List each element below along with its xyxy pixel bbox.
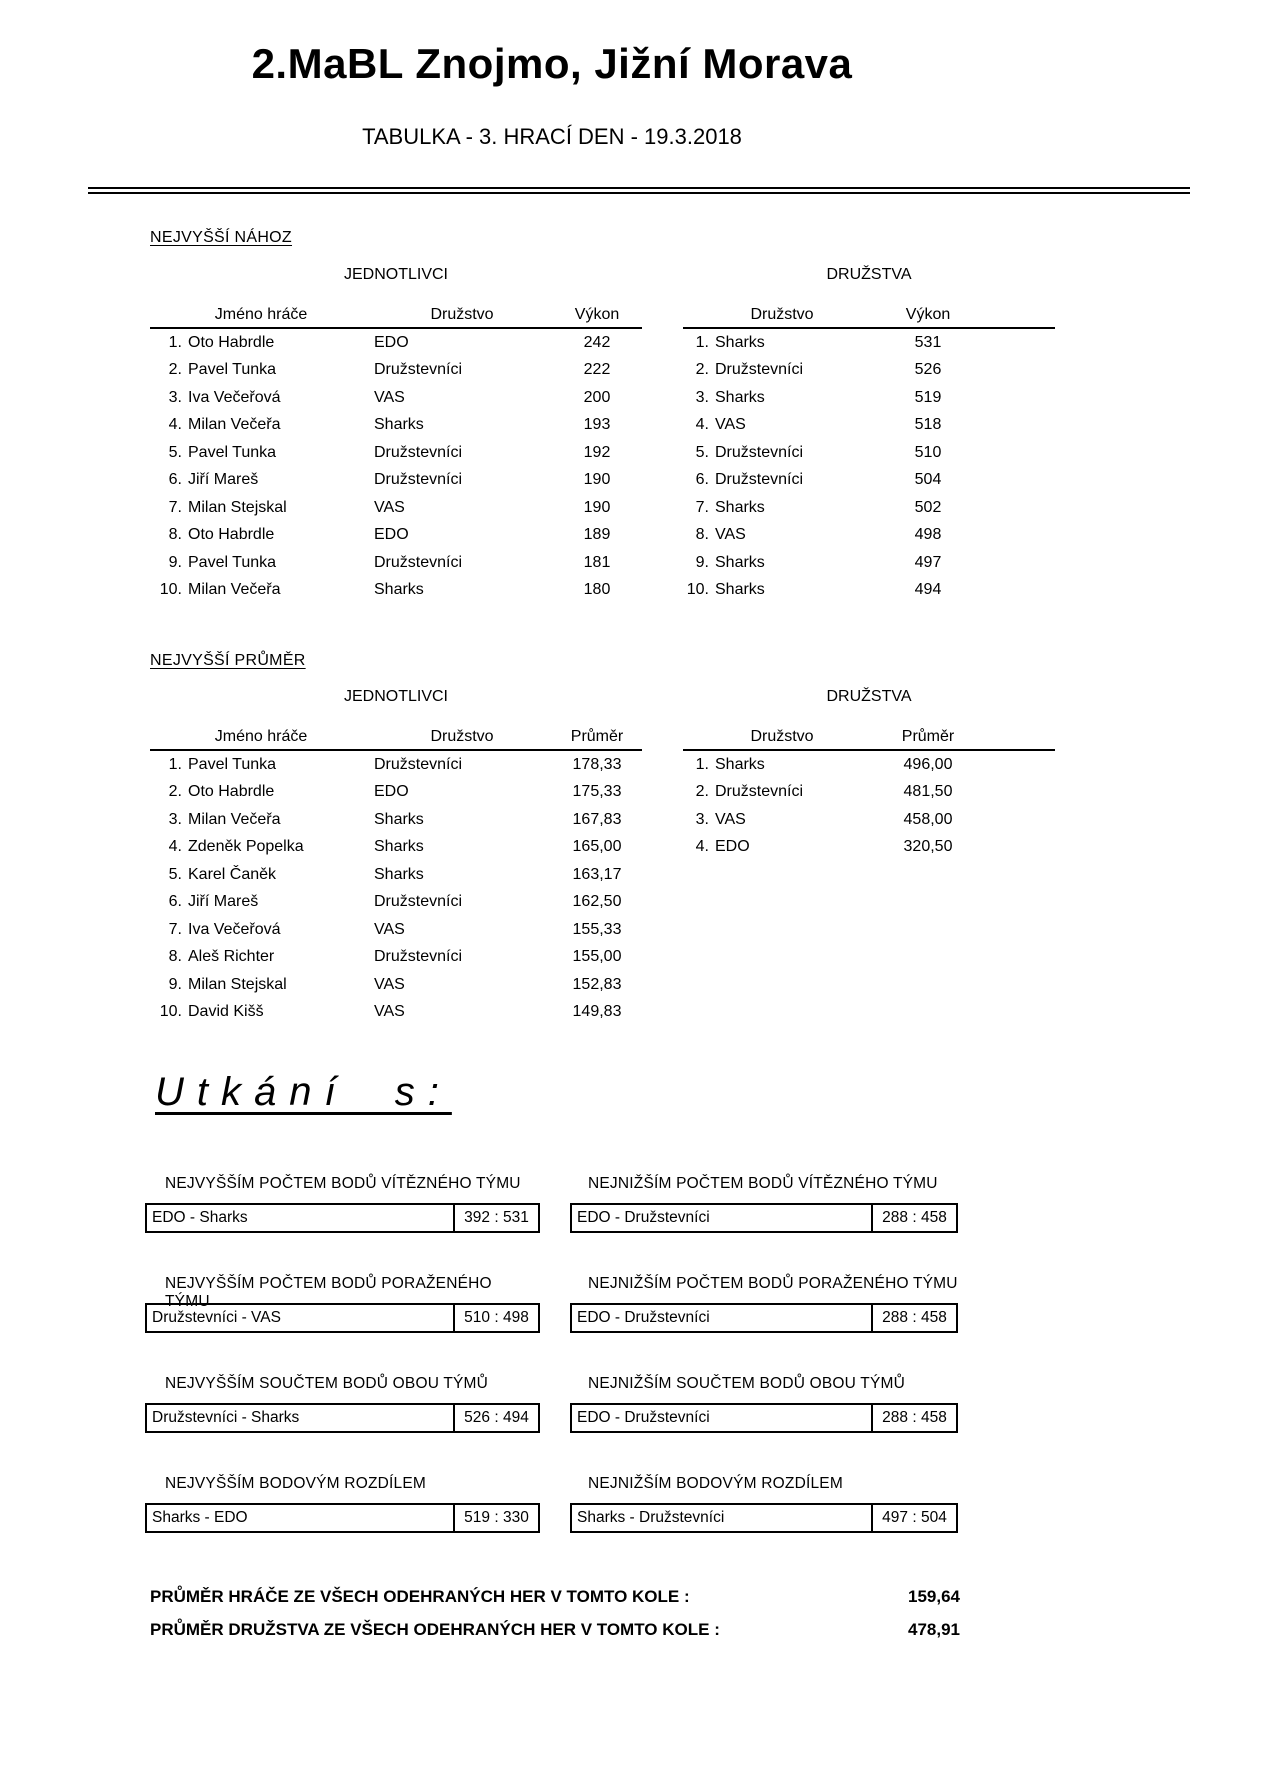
section-heading-prumer: NEJVYŠŠÍ PRŮMĚR bbox=[150, 652, 306, 669]
table-nahoz-individuals bbox=[150, 265, 642, 604]
summary-value: 159,64 bbox=[908, 1587, 960, 1606]
utkani-label: NEJVYŠŠÍM SOUČTEM BODŮ OBOU TÝMŮ bbox=[165, 1375, 489, 1392]
value: 481,50 bbox=[903, 783, 953, 801]
rank: 1. bbox=[695, 755, 709, 773]
value: 181 bbox=[583, 553, 611, 571]
table-row bbox=[150, 916, 642, 944]
player-name: Iva Večeřová bbox=[188, 920, 281, 938]
value: 155,00 bbox=[572, 948, 622, 966]
value: 200 bbox=[583, 388, 611, 406]
value: 190 bbox=[583, 471, 611, 489]
rank: 1. bbox=[168, 755, 182, 773]
value: 192 bbox=[583, 443, 611, 461]
player-name: Pavel Tunka bbox=[188, 755, 277, 773]
team-name: Družstevníci bbox=[715, 783, 804, 801]
match-score: 497 : 504 bbox=[871, 1505, 956, 1531]
rank: 5. bbox=[695, 443, 709, 461]
table-row bbox=[150, 384, 642, 412]
utkani-block bbox=[145, 1175, 540, 1233]
value: 167,83 bbox=[572, 810, 622, 828]
player-name: Iva Večeřová bbox=[188, 388, 281, 406]
column-header-value: Výkon bbox=[574, 306, 620, 323]
value: 496,00 bbox=[903, 755, 953, 773]
table-row bbox=[683, 467, 1055, 495]
table-row bbox=[150, 944, 642, 972]
rank: 2. bbox=[695, 361, 709, 379]
value: 494 bbox=[914, 581, 942, 599]
player-name: Zdeněk Popelka bbox=[188, 838, 304, 856]
rank: 2. bbox=[168, 361, 182, 379]
player-name: David Kišš bbox=[188, 1003, 264, 1021]
value: 498 bbox=[914, 526, 942, 544]
match-teams: Sharks - Družstevníci bbox=[577, 1509, 725, 1526]
team-name: VAS bbox=[374, 975, 405, 993]
match-score: 526 : 494 bbox=[453, 1405, 538, 1431]
team-name: EDO bbox=[374, 783, 409, 801]
match-teams: EDO - Družstevníci bbox=[577, 1209, 710, 1226]
rank: 4. bbox=[168, 416, 182, 434]
table-row bbox=[683, 494, 1055, 522]
team-name: Sharks bbox=[374, 810, 424, 828]
section-heading-nahoz: NEJVYŠŠÍ NÁHOZ bbox=[150, 229, 293, 246]
rank: 10. bbox=[686, 581, 709, 599]
rank: 6. bbox=[695, 471, 709, 489]
team-name: Sharks bbox=[374, 581, 424, 599]
value: 190 bbox=[583, 498, 611, 516]
rank: 1. bbox=[168, 333, 182, 351]
utkani-block bbox=[145, 1475, 540, 1533]
column-header-team: Družstvo bbox=[430, 306, 494, 323]
match-score: 288 : 458 bbox=[871, 1305, 956, 1331]
table-row bbox=[683, 384, 1055, 412]
value: 222 bbox=[583, 361, 611, 379]
rank: 9. bbox=[168, 553, 182, 571]
team-name: EDO bbox=[374, 526, 409, 544]
value: 165,00 bbox=[572, 838, 622, 856]
rank: 3. bbox=[695, 388, 709, 406]
utkani-label: NEJVYŠŠÍM BODOVÝM ROZDÍLEM bbox=[165, 1475, 426, 1492]
rank: 7. bbox=[168, 498, 182, 516]
match-score: 519 : 330 bbox=[453, 1505, 538, 1531]
utkani-label: NEJNIŽŠÍM BODOVÝM ROZDÍLEM bbox=[588, 1475, 843, 1492]
value: 189 bbox=[583, 526, 611, 544]
player-name: Karel Čaněk bbox=[188, 865, 277, 883]
player-name: Milan Večeřa bbox=[188, 810, 281, 828]
rank: 4. bbox=[168, 838, 182, 856]
utkani-label: NEJNIŽŠÍM POČTEM BODŮ VÍTĚZNÉHO TÝMU bbox=[588, 1175, 938, 1192]
value: 162,50 bbox=[572, 893, 622, 911]
column-header-value: Průměr bbox=[570, 728, 624, 745]
team-name: VAS bbox=[374, 388, 405, 406]
player-name: Milan Večeřa bbox=[188, 581, 281, 599]
rank: 4. bbox=[695, 416, 709, 434]
utkani-label: NEJNIŽŠÍM POČTEM BODŮ PORAŽENÉHO TÝMU bbox=[588, 1275, 958, 1292]
utkani-block bbox=[145, 1375, 540, 1433]
rank: 6. bbox=[168, 893, 182, 911]
utkani-box bbox=[570, 1303, 958, 1333]
rank: 3. bbox=[168, 388, 182, 406]
player-name: Pavel Tunka bbox=[188, 553, 277, 571]
match-score: 510 : 498 bbox=[453, 1305, 538, 1331]
value: 175,33 bbox=[572, 783, 622, 801]
table-row bbox=[150, 577, 642, 605]
rank: 2. bbox=[168, 783, 182, 801]
rank: 10. bbox=[159, 1003, 182, 1021]
table-row bbox=[150, 329, 642, 357]
table-title: JEDNOTLIVCI bbox=[343, 688, 448, 705]
rank: 8. bbox=[168, 526, 182, 544]
utkani-box bbox=[570, 1403, 958, 1433]
table-nahoz-teams bbox=[683, 265, 1055, 604]
rank: 3. bbox=[168, 810, 182, 828]
summary-label: PRŮMĚR DRUŽSTVA ZE VŠECH ODEHRANÝCH HER V TOMTO KOLE : bbox=[150, 1620, 720, 1639]
team-name: Družstevníci bbox=[715, 361, 804, 379]
utkani-label: NEJVYŠŠÍM POČTEM BODŮ PORAŽENÉHO TÝMU bbox=[165, 1275, 492, 1310]
team-name: VAS bbox=[374, 1003, 405, 1021]
rank: 4. bbox=[695, 838, 709, 856]
column-header-team: Družstvo bbox=[750, 728, 814, 745]
table-header bbox=[150, 306, 642, 329]
column-header-value: Výkon bbox=[905, 306, 951, 323]
utkani-box bbox=[145, 1203, 540, 1233]
value: 180 bbox=[583, 581, 611, 599]
rank: 2. bbox=[695, 783, 709, 801]
team-name: EDO bbox=[374, 333, 409, 351]
match-teams: EDO - Družstevníci bbox=[577, 1409, 710, 1426]
player-name: Milan Stejskal bbox=[188, 498, 287, 516]
team-name: Družstevníci bbox=[374, 471, 463, 489]
table-row bbox=[683, 549, 1055, 577]
match-score: 392 : 531 bbox=[453, 1205, 538, 1231]
table-header bbox=[150, 728, 642, 751]
table-row bbox=[150, 439, 642, 467]
value: 152,83 bbox=[572, 975, 622, 993]
team-name: Sharks bbox=[715, 553, 765, 571]
table-row bbox=[150, 549, 642, 577]
match-score: 288 : 458 bbox=[871, 1405, 956, 1431]
table-row bbox=[150, 412, 642, 440]
column-header-value: Průměr bbox=[901, 728, 955, 745]
table-row bbox=[150, 999, 642, 1027]
team-name: Družstevníci bbox=[374, 553, 463, 571]
table-row bbox=[683, 357, 1055, 385]
player-name: Pavel Tunka bbox=[188, 443, 277, 461]
match-score: 288 : 458 bbox=[871, 1205, 956, 1231]
team-name: Sharks bbox=[374, 416, 424, 434]
table-row bbox=[150, 494, 642, 522]
column-header-name: Jméno hráče bbox=[214, 728, 308, 745]
table-row bbox=[683, 779, 1055, 807]
match-teams: Družstevníci - VAS bbox=[152, 1309, 281, 1326]
utkani-box bbox=[145, 1403, 540, 1433]
table-row bbox=[150, 357, 642, 385]
table-title: DRUŽSTVA bbox=[826, 688, 912, 705]
team-name: Družstevníci bbox=[374, 443, 463, 461]
team-name: Sharks bbox=[715, 333, 765, 351]
utkani-label: NEJVYŠŠÍM POČTEM BODŮ VÍTĚZNÉHO TÝMU bbox=[165, 1175, 521, 1192]
summary-label: PRŮMĚR HRÁČE ZE VŠECH ODEHRANÝCH HER V TOMTO KOLE : bbox=[150, 1587, 690, 1606]
value: 510 bbox=[914, 443, 942, 461]
team-name: Sharks bbox=[374, 838, 424, 856]
utkani-heading: Utkání s: bbox=[155, 1070, 452, 1114]
utkani-label: NEJNIŽŠÍM SOUČTEM BODŮ OBOU TÝMŮ bbox=[588, 1375, 905, 1392]
rank: 7. bbox=[168, 920, 182, 938]
value: 149,83 bbox=[572, 1003, 622, 1021]
table-row bbox=[683, 834, 1055, 862]
team-name: Družstevníci bbox=[374, 893, 463, 911]
value: 178,33 bbox=[572, 755, 622, 773]
value: 320,50 bbox=[903, 838, 953, 856]
rank: 7. bbox=[695, 498, 709, 516]
value: 518 bbox=[914, 416, 942, 434]
value: 163,17 bbox=[572, 865, 622, 883]
team-name: Sharks bbox=[715, 755, 765, 773]
team-name: VAS bbox=[715, 416, 746, 434]
table-row bbox=[683, 522, 1055, 550]
team-name: Sharks bbox=[715, 388, 765, 406]
team-name: VAS bbox=[715, 810, 746, 828]
table-row bbox=[683, 329, 1055, 357]
player-name: Aleš Richter bbox=[188, 948, 275, 966]
value: 497 bbox=[914, 553, 942, 571]
match-teams: EDO - Sharks bbox=[152, 1209, 248, 1226]
utkani-box bbox=[570, 1203, 958, 1233]
utkani-block bbox=[570, 1175, 958, 1233]
rank: 1. bbox=[695, 333, 709, 351]
table-row bbox=[150, 834, 642, 862]
team-name: Sharks bbox=[374, 865, 424, 883]
team-name: VAS bbox=[374, 920, 405, 938]
column-header-name: Jméno hráče bbox=[214, 306, 308, 323]
table-title: DRUŽSTVA bbox=[826, 266, 912, 283]
team-name: Družstevníci bbox=[715, 471, 804, 489]
table-row bbox=[683, 806, 1055, 834]
header-divider bbox=[88, 187, 1190, 194]
team-name: Sharks bbox=[715, 498, 765, 516]
player-name: Pavel Tunka bbox=[188, 361, 277, 379]
table-row bbox=[683, 412, 1055, 440]
match-teams: Družstevníci - Sharks bbox=[152, 1409, 300, 1426]
team-name: EDO bbox=[715, 838, 750, 856]
table-header bbox=[683, 728, 1055, 751]
value: 193 bbox=[583, 416, 611, 434]
utkani-box bbox=[570, 1503, 958, 1533]
rank: 3. bbox=[695, 810, 709, 828]
utkani-block bbox=[570, 1475, 958, 1533]
table-prumer-individuals bbox=[150, 687, 642, 1026]
match-teams: Sharks - EDO bbox=[152, 1509, 248, 1526]
team-name: Družstevníci bbox=[374, 361, 463, 379]
table-row bbox=[150, 779, 642, 807]
table-row bbox=[683, 439, 1055, 467]
table-row bbox=[150, 861, 642, 889]
table-row bbox=[150, 467, 642, 495]
table-row bbox=[150, 889, 642, 917]
team-name: VAS bbox=[715, 526, 746, 544]
player-name: Milan Stejskal bbox=[188, 975, 287, 993]
rank: 9. bbox=[168, 975, 182, 993]
table-row bbox=[683, 751, 1055, 779]
player-name: Oto Habrdle bbox=[188, 333, 275, 351]
value: 526 bbox=[914, 361, 942, 379]
value: 458,00 bbox=[903, 810, 953, 828]
table-header bbox=[683, 306, 1055, 329]
player-name: Milan Večeřa bbox=[188, 416, 281, 434]
page-title: 2.MaBL Znojmo, Jižní Morava bbox=[251, 40, 853, 87]
table-row bbox=[150, 806, 642, 834]
table-title: JEDNOTLIVCI bbox=[343, 266, 448, 283]
table-row bbox=[683, 577, 1055, 605]
page-subtitle: TABULKA - 3. HRACÍ DEN - 19.3.2018 bbox=[362, 124, 742, 149]
player-name: Oto Habrdle bbox=[188, 526, 275, 544]
table-prumer-teams bbox=[683, 687, 1055, 861]
value: 531 bbox=[914, 333, 942, 351]
player-name: Jiří Mareš bbox=[188, 893, 259, 911]
summary-line bbox=[150, 1587, 960, 1607]
value: 504 bbox=[914, 471, 942, 489]
column-header-team: Družstvo bbox=[430, 728, 494, 745]
utkani-block bbox=[570, 1275, 958, 1333]
rank: 5. bbox=[168, 443, 182, 461]
match-teams: EDO - Družstevníci bbox=[577, 1309, 710, 1326]
rank: 8. bbox=[168, 948, 182, 966]
value: 242 bbox=[583, 333, 611, 351]
utkani-block bbox=[145, 1275, 540, 1333]
utkani-block bbox=[570, 1375, 958, 1433]
player-name: Jiří Mareš bbox=[188, 471, 259, 489]
table-row bbox=[150, 971, 642, 999]
summary-line bbox=[150, 1620, 960, 1640]
value: 155,33 bbox=[572, 920, 622, 938]
team-name: VAS bbox=[374, 498, 405, 516]
player-name: Oto Habrdle bbox=[188, 783, 275, 801]
team-name: Družstevníci bbox=[715, 443, 804, 461]
rank: 9. bbox=[695, 553, 709, 571]
value: 519 bbox=[914, 388, 942, 406]
table-row bbox=[150, 751, 642, 779]
team-name: Družstevníci bbox=[374, 755, 463, 773]
table-row bbox=[150, 522, 642, 550]
rank: 6. bbox=[168, 471, 182, 489]
value: 502 bbox=[914, 498, 942, 516]
column-header-team: Družstvo bbox=[750, 306, 814, 323]
utkani-box bbox=[145, 1503, 540, 1533]
rank: 8. bbox=[695, 526, 709, 544]
rank: 10. bbox=[159, 581, 182, 599]
rank: 5. bbox=[168, 865, 182, 883]
summary-value: 478,91 bbox=[908, 1620, 960, 1639]
team-name: Družstevníci bbox=[374, 948, 463, 966]
team-name: Sharks bbox=[715, 581, 765, 599]
